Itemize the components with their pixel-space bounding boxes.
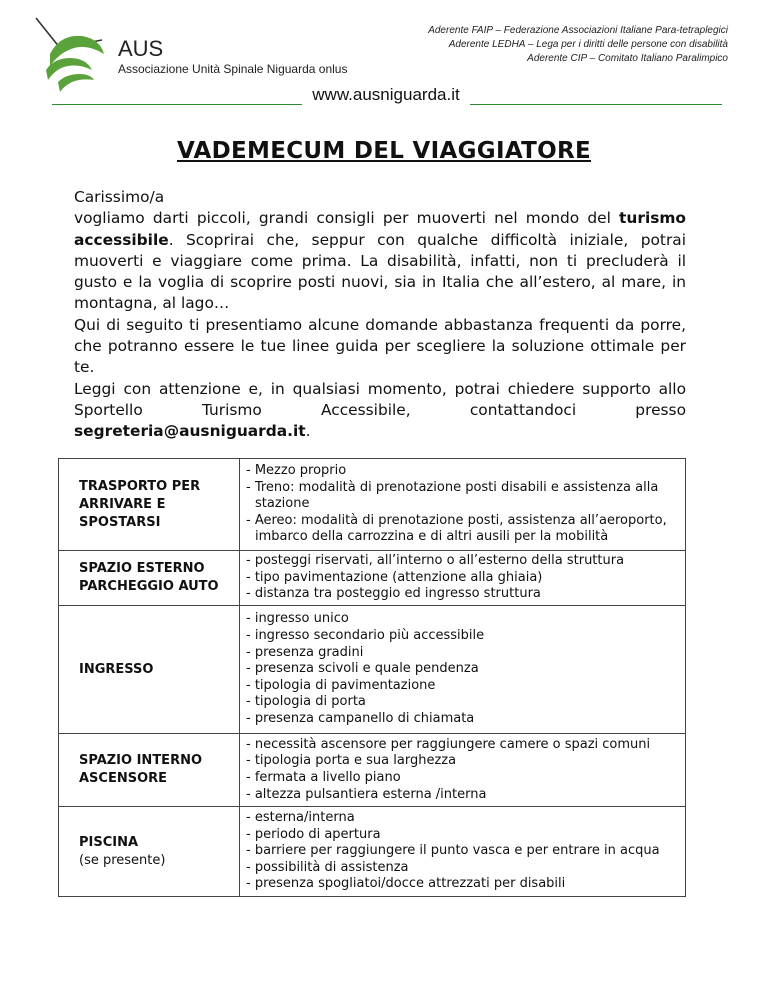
list-item: - tipo pavimentazione (attenzione alla ghiaia) [246, 570, 681, 587]
aus-logo-icon [30, 14, 116, 94]
list-item: - Mezzo proprio [246, 463, 681, 480]
row-items-cell [240, 551, 686, 606]
website-link[interactable]: www.ausniguarda.it [312, 85, 460, 104]
list-item: - tipologia di pavimentazione [246, 678, 681, 695]
list-item: - Aereo: modalità di prenotazione posti, assistenza all’aeroporto, imbarco della carrozzina e di altri ausili per la mobilità [246, 513, 681, 546]
table-row [59, 734, 686, 807]
row-item-list [246, 737, 681, 803]
list-item: - ingresso secondario più accessibile [246, 628, 681, 645]
row-label: SPAZIO INTERNO ASCENSORE [79, 753, 203, 786]
row-items-cell [240, 606, 686, 734]
list-item: - presenza gradini [246, 645, 681, 662]
list-item: - tipologia di porta [246, 694, 681, 711]
row-items-cell [240, 807, 686, 897]
row-item-list [246, 810, 681, 893]
row-label-cell [59, 459, 240, 551]
affiliation-faip: Aderente FAIP – Federazione Associazioni Italiane Para-tetraplegici [428, 25, 728, 36]
list-item: - barriere per raggiungere il punto vasca e per entrare in acqua [246, 843, 681, 860]
row-label: TRASPORTO PER ARRIVARE E SPOSTARSI [79, 478, 201, 530]
list-item: - posteggi riservati, all’interno o all’esterno della struttura [246, 553, 681, 570]
affiliation-cip: Aderente CIP – Comitato Italiano Paralimpico [527, 53, 728, 64]
list-item: - possibilità di assistenza [246, 860, 681, 877]
table-row [59, 551, 686, 606]
row-label-cell [59, 807, 240, 897]
list-item: - ingresso unico [246, 611, 681, 628]
intro-p1-bold: turismo accessibile [74, 209, 686, 249]
intro-paragraph-1 [74, 208, 686, 314]
list-item: - presenza campanello di chiamata [246, 711, 681, 728]
page-title: VADEMECUM DEL VIAGGIATORE [176, 138, 591, 164]
row-label-cell [59, 551, 240, 606]
affiliations [428, 24, 728, 66]
intro-email-line [74, 421, 686, 442]
row-items-cell [240, 459, 686, 551]
row-item-list [246, 463, 681, 546]
org-full-name: Associazione Unità Spinale Niguarda onlus [118, 62, 348, 76]
list-item: - distanza tra posteggio ed ingresso struttura [246, 586, 681, 603]
row-label: INGRESSO [79, 661, 154, 677]
list-item: - tipologia porta e sua larghezza [246, 753, 681, 770]
intro-p1-start: vogliamo darti piccoli, grandi consigli per muoverti nel mondo del [74, 209, 620, 228]
row-items-cell [240, 734, 686, 807]
list-item: - necessità ascensore per raggiungere camere o spazi comuni [246, 737, 681, 754]
list-item: - esterna/interna [246, 810, 681, 827]
list-item: - presenza spogliatoi/docce attrezzati per disabili [246, 876, 681, 893]
row-label-cell [59, 606, 240, 734]
table-row [59, 606, 686, 734]
list-item: - Treno: modalità di prenotazione posti disabili e assistenza alla stazione [246, 480, 681, 513]
table-row [59, 807, 686, 897]
header-rule-right [470, 104, 722, 105]
contact-email[interactable]: segreteria@ausniguarda.it [74, 422, 306, 441]
intro-p1-rest: . Scoprirai che, seppur con qualche difficoltà iniziale, potrai muoverti e viaggiare come prima. La disabilità, infatti, non ti precluderà il gusto e la voglia di scoprire posti nuovi, sia in Italia che all’estero, al mare, in montagna, al lago… [74, 230, 686, 313]
list-item: - presenza scivoli e quale pendenza [246, 661, 681, 678]
intro-paragraph-2: Qui di seguito ti presentiamo alcune domande abbastanza frequenti da porre, che potranno essere le tue linee guida per scegliere la soluzione ottimale per te. [74, 315, 686, 377]
intro-text [74, 187, 686, 443]
row-item-list [246, 611, 681, 727]
list-item: - periodo di apertura [246, 827, 681, 844]
table-row [59, 459, 686, 551]
greeting: Carissimo/a [74, 188, 165, 206]
org-short-name: AUS [118, 36, 164, 61]
affiliation-ledha: Aderente LEDHA – Lega per i diritti delle persone con disabilità [448, 39, 728, 50]
list-item: - fermata a livello piano [246, 770, 681, 787]
intro-paragraph-3: Leggi con attenzione e, in qualsiasi momento, potrai chiedere supporto allo Sportello Turismo Accessibile, contattandoci presso [74, 379, 686, 419]
row-label: PISCINA [79, 834, 139, 850]
list-item: - altezza pulsantiera esterna /interna [246, 787, 681, 804]
row-label-cell [59, 734, 240, 807]
email-period: . [305, 422, 311, 441]
header-rule-left [52, 104, 302, 105]
row-label: SPAZIO ESTERNO PARCHEGGIO AUTO [79, 561, 219, 594]
checklist-table [58, 458, 686, 897]
row-note: (se presente) [79, 852, 166, 868]
row-item-list [246, 553, 681, 603]
